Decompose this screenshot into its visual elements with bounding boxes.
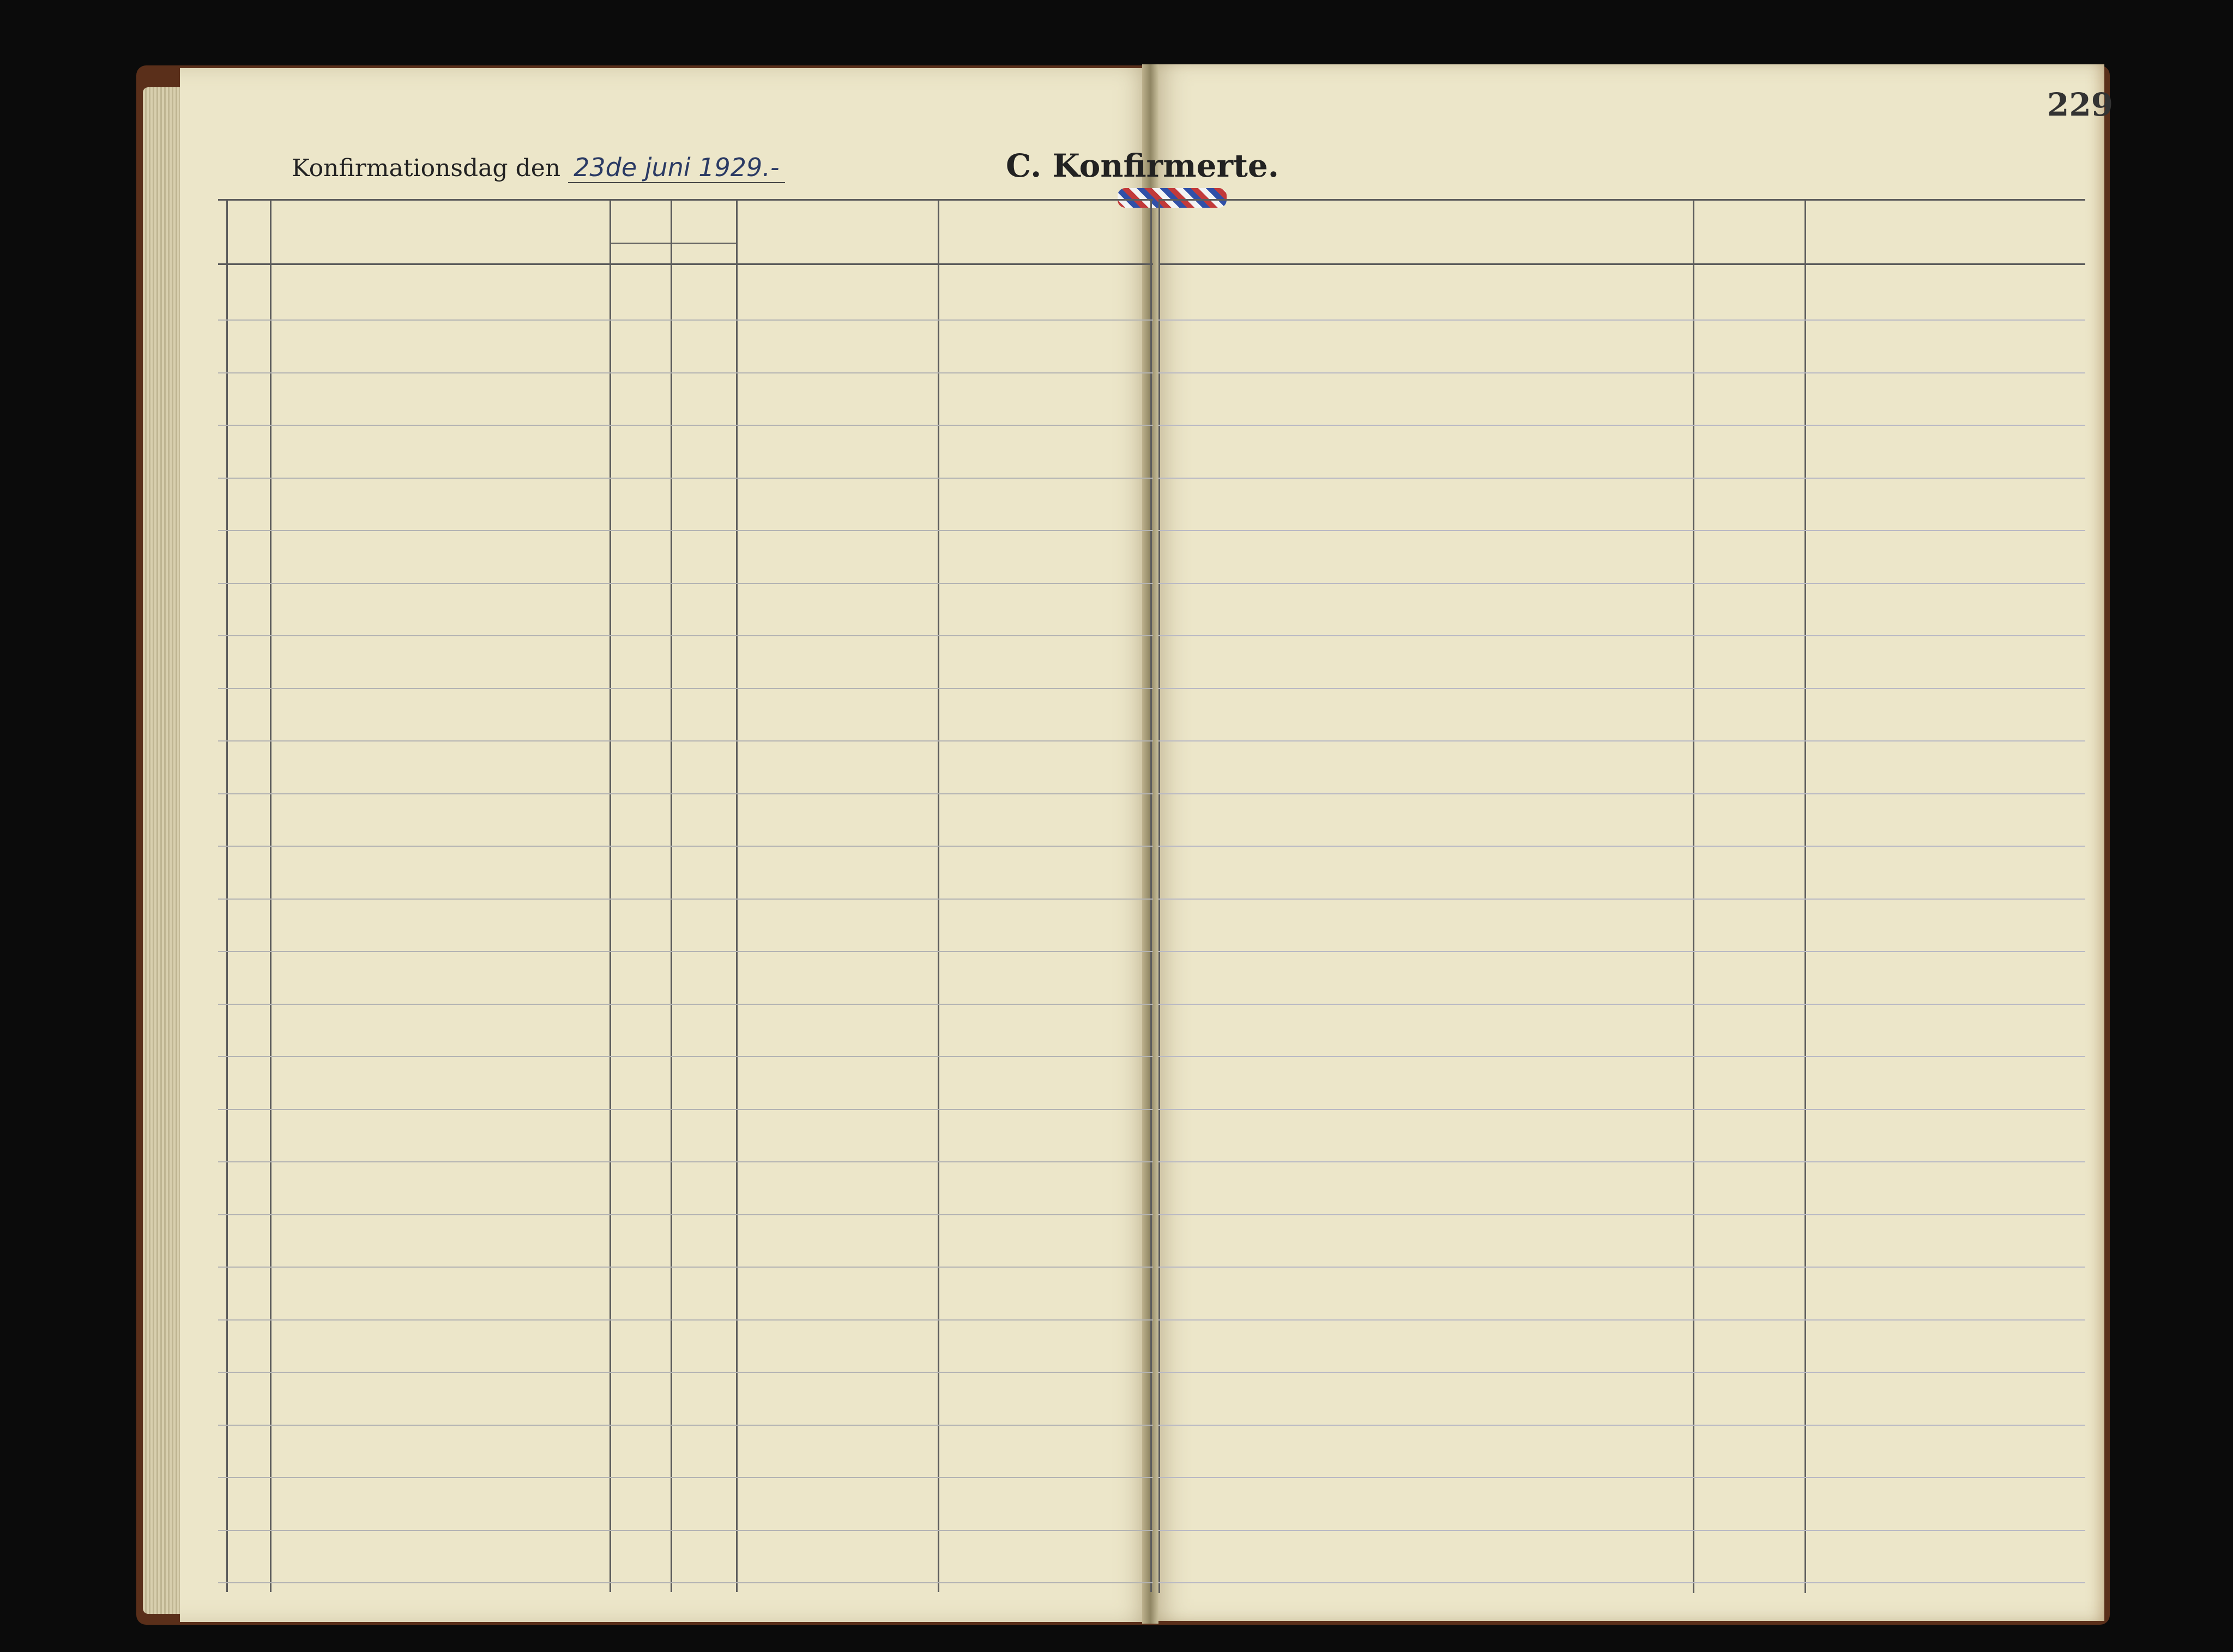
ruled-line [218,1372,1153,1373]
binding-thread [1118,188,1227,208]
ruled-line [1158,1109,2085,1110]
column-rule [1158,199,1160,1593]
ruled-line [1158,1214,2085,1215]
column-rule [609,199,611,1592]
ruled-line [218,583,1153,584]
ruled-line [1158,1004,2085,1005]
ruled-line [1158,740,2085,741]
ruled-line [218,951,1153,952]
ruled-line [218,1267,1153,1268]
ruled-line [1158,1056,2085,1057]
ruled-line [1158,1319,2085,1321]
ruled-line [218,1004,1153,1005]
right-page [1150,64,2104,1621]
column-rule [1150,199,1152,1592]
ruled-line [218,425,1153,426]
ruled-line [218,740,1153,741]
ruled-line [218,372,1153,373]
ruled-line [218,1530,1153,1531]
header-bottom-rule [1158,263,2085,265]
confirmation-date-heading [292,153,785,182]
page-number: 229 [2047,86,2114,123]
column-rule [736,199,738,1592]
ruled-line [218,635,1153,636]
ruled-line [218,846,1153,847]
ruled-line [1158,319,2085,321]
ruled-line [1158,372,2085,373]
ruled-line [218,899,1153,900]
ruled-line [1158,1372,2085,1373]
page-title: C. Konfirmerte. [1006,147,1279,184]
ruled-line [1158,899,2085,900]
ruled-line [1158,530,2085,531]
ruled-line [1158,1477,2085,1478]
ruled-line [218,793,1153,794]
ruled-line [1158,1530,2085,1531]
date-subheader-divider [671,243,672,263]
ruled-line [218,1425,1153,1426]
ruled-line [218,1109,1153,1110]
column-rule [938,199,939,1592]
ruled-line [1158,425,2085,426]
confirmation-date: 23de juni 1929.- [568,153,784,183]
ruled-line [1158,1161,2085,1162]
ruled-line [1158,1267,2085,1268]
ruled-line [1158,478,2085,479]
ruled-line [218,1477,1153,1478]
column-rule [226,199,228,1592]
ruled-line [218,1319,1153,1321]
table-top-rule [1158,199,2085,201]
ruled-line [218,319,1153,321]
ruled-line [1158,1582,2085,1583]
column-rule [671,199,672,1592]
ruled-line [1158,1425,2085,1426]
ruled-line [1158,846,2085,847]
confirmation-date-label: Konfirmationsdag den [292,154,561,182]
column-rule [1804,199,1806,1593]
ruled-line [218,1161,1153,1162]
ruled-line [1158,951,2085,952]
ruled-line [218,1056,1153,1057]
column-rule [270,199,271,1592]
ruled-line [218,1214,1153,1215]
ruled-line [1158,583,2085,584]
column-rule [1693,199,1694,1593]
ruled-line [1158,688,2085,689]
ruled-line [218,478,1153,479]
ruled-line [218,1582,1153,1583]
header-bottom-rule [218,263,1153,265]
ruled-line [218,530,1153,531]
table-top-rule [218,199,1153,201]
ruled-line [218,688,1153,689]
date-subheader-rule [609,243,736,244]
ruled-line [1158,635,2085,636]
ruled-line [1158,793,2085,794]
